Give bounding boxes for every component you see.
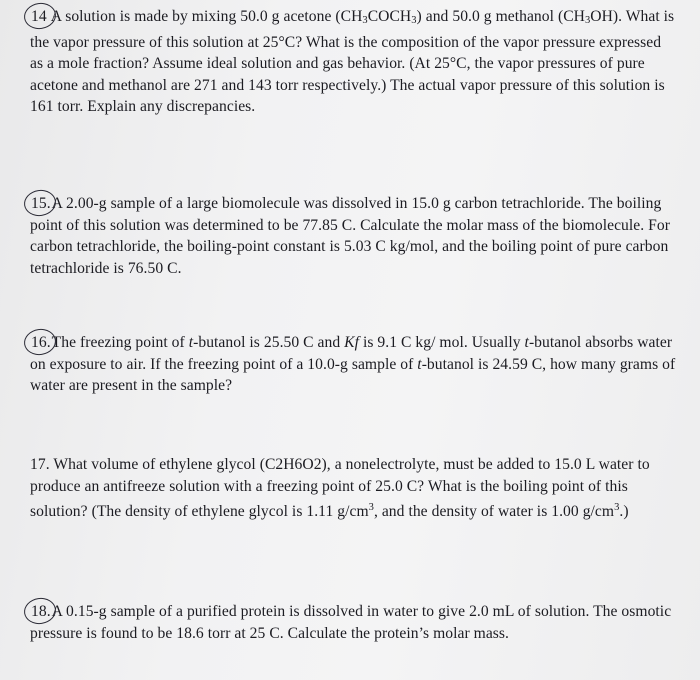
problem-text: ) and 50.0 g methanol (CH bbox=[416, 8, 585, 25]
problem-number: 15. bbox=[30, 193, 52, 215]
problem-16 bbox=[30, 332, 678, 397]
superscript: 3 bbox=[368, 502, 374, 513]
problem-text: A solution is made by mixing 50.0 g acetone (CH bbox=[50, 8, 363, 25]
problem-text: is 9.1 C kg/ mol. Usually bbox=[359, 334, 525, 351]
problem-text: .) bbox=[619, 503, 629, 520]
problem-number: 18. bbox=[30, 601, 52, 623]
problem-text: -butanol is 24.59 C, how many grams of water are present in the sample? bbox=[30, 355, 676, 394]
problem-17 bbox=[30, 454, 678, 523]
problem-text: OH). What is the vapor pressure of this solution at 25°C? What is the composition of the vapor pressure expressed as a mole fraction? Assume ideal solution and gas behavior. (At 25°C, the vapor pressures of pure acetone and methanol are 271 and 143 torr respectively.) The actual vapor pressure of this solution is 161 torr. Explain any discrepancies. bbox=[30, 8, 675, 115]
problem-15 bbox=[30, 193, 678, 279]
italic-text: t bbox=[417, 355, 422, 373]
problem-14 bbox=[30, 6, 678, 118]
italic-text: Kf bbox=[344, 334, 360, 351]
italic-text: t bbox=[524, 334, 529, 351]
problem-text: -butanol absorbs water on exposure to air. If the freezing point of a 10.0-g sample of bbox=[30, 334, 673, 373]
subscript: 3 bbox=[362, 15, 368, 26]
circled-mark-icon bbox=[22, 188, 57, 218]
problem-text: A 2.00-g sample of a large biomolecule was dissolved in 15.0 g carbon tetrachloride. The boiling point of this solution was determined to be 77.85 C. Calculate the molar mass of the biomolecule. For carbon tetrachloride, the boiling-point constant is 5.03 C kg/mol, and the boiling point of pure carbon tetrachloride is 76.50 C. bbox=[30, 195, 670, 277]
problem-text: -butanol is 25.50 C and bbox=[193, 334, 345, 351]
problem-number: 14 bbox=[30, 6, 48, 28]
superscript: 3 bbox=[614, 502, 620, 513]
problem-text: The freezing point of bbox=[51, 334, 189, 351]
problem-text: , and the density of water is 1.00 g/cm bbox=[373, 503, 615, 520]
subscript: 3 bbox=[584, 15, 591, 26]
problem-text: COCH bbox=[367, 8, 412, 25]
circled-mark-icon bbox=[22, 596, 57, 626]
italic-text: t bbox=[188, 334, 194, 351]
problem-18 bbox=[30, 601, 678, 644]
problem-text: What volume of ethylene glycol (C2H6O2), a nonelectrolyte, must be added to 15.0 L water to produce an antifreeze solution with a freezing point of 25.0 C? What is the boiling point of this solution? (The density of ethylene glycol is 1.11 g/cm bbox=[30, 456, 650, 520]
circled-mark-icon bbox=[22, 327, 57, 357]
circled-mark-icon bbox=[22, 1, 57, 31]
problem-number: 16. bbox=[30, 332, 52, 354]
problem-text: A 0.15-g sample of a purified protein is dissolved in water to give 2.0 mL of solution. The osmotic pressure is found to be 18.6 torr at 25 C. Calculate the protein’s molar mass. bbox=[30, 603, 672, 642]
subscript: 3 bbox=[411, 15, 417, 26]
problem-number: 17. bbox=[30, 456, 50, 473]
